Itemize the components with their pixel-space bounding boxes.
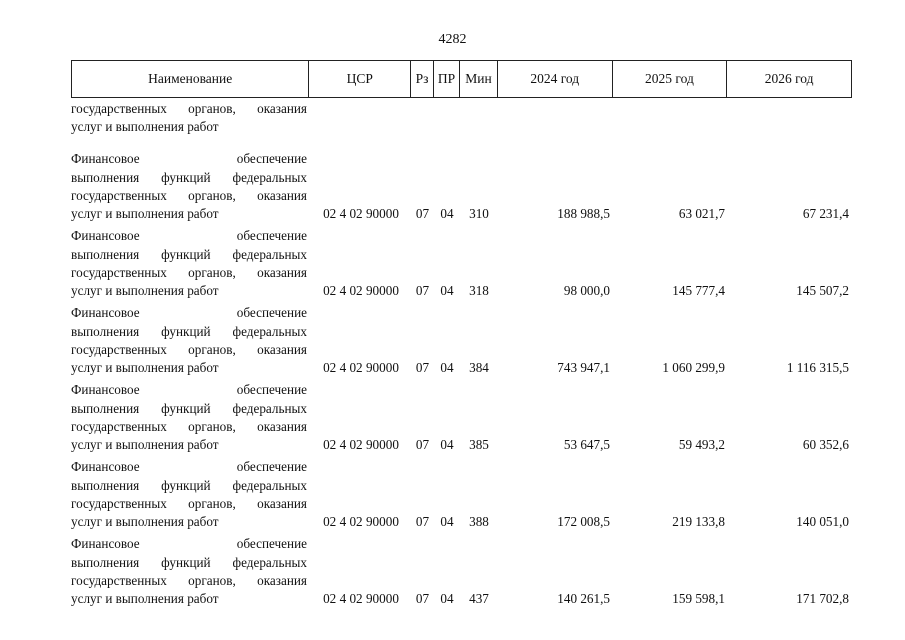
cell-rz: 07 [415,206,430,222]
page-number: 4282 [438,32,467,47]
header-min: Мин [460,61,498,97]
cell-2024: 140 261,5 [557,591,610,607]
table-row [71,381,852,454]
cell-min: 385 [469,437,489,453]
row-name [71,100,307,136]
row-name-line: услуг и выполнения работ [71,514,219,530]
row-values [71,513,852,531]
cell-2025: 159 598,1 [672,591,725,607]
cell-csr: 02 4 02 90000 [323,360,399,376]
cell-min: 310 [469,206,489,222]
header-pr: ПР [434,61,460,97]
cell-csr: 02 4 02 90000 [323,283,399,299]
cell-2024: 172 008,5 [557,514,610,530]
cell-rz: 07 [415,514,430,530]
row-values [71,359,852,377]
cell-pr: 04 [440,283,454,299]
row-name-line: услуг и выполнения работ [71,591,219,607]
table-body [71,100,852,612]
row-name-line: Финансовое обеспечение [71,536,307,552]
row-name-line: услуг и выполнения работ [71,283,219,299]
cell-csr: 02 4 02 90000 [323,591,399,607]
row-name-line: государственных органов, оказания [71,101,307,116]
cell-2024: 188 988,5 [557,206,610,222]
row-name-line: услуг и выполнения работ [71,360,219,376]
cell-csr: 02 4 02 90000 [323,437,399,453]
cell-min: 388 [469,514,489,530]
row-name-line: Финансовое обеспечение [71,228,307,244]
row-name-line: государственных органов, оказания [71,341,307,357]
row-name-line: услуг и выполнения работ [71,437,219,453]
cell-pr: 04 [440,206,454,222]
cell-2026: 1 116 315,5 [786,360,849,376]
row-name-line: Финансовое обеспечение [71,151,307,167]
cell-2025: 1 060 299,9 [662,360,725,376]
header-name: Наименование [72,61,309,97]
cell-2026: 171 702,8 [796,591,849,607]
row-name-line: государственных органов, оказания [71,418,307,434]
row-name-line: выполнения функций федеральных [71,477,307,493]
row-values [71,436,852,454]
cell-rz: 07 [415,360,430,376]
header-2025: 2025 год [613,61,728,97]
row-values [71,590,852,608]
table-row [71,458,852,531]
row-name-line: государственных органов, оказания [71,495,307,511]
cell-2024: 98 000,0 [563,283,610,299]
table-row [71,535,852,608]
header-2024: 2024 год [498,61,613,97]
cell-rz: 07 [415,591,430,607]
cell-2025: 63 021,7 [678,206,725,222]
header-csr: ЦСР [309,61,411,97]
row-name-line: государственных органов, оказания [71,264,307,280]
table-header [71,60,852,98]
cell-2024: 53 647,5 [563,437,610,453]
row-name-line: выполнения функций федеральных [71,169,307,185]
cell-pr: 04 [440,591,454,607]
row-name-line: Финансовое обеспечение [71,305,307,321]
cell-pr: 04 [440,360,454,376]
cell-csr: 02 4 02 90000 [323,514,399,530]
row-name-line: услуг и выполнения работ [71,206,219,222]
row-name-line: Финансовое обеспечение [71,382,307,398]
cell-2025: 59 493,2 [678,437,725,453]
row-name-line: выполнения функций федеральных [71,554,307,570]
cell-2026: 140 051,0 [796,514,849,530]
table-row-continuation [71,100,852,136]
cell-2025: 145 777,4 [672,283,725,299]
cell-rz: 07 [415,283,430,299]
cell-2026: 145 507,2 [796,283,849,299]
table-row [71,150,852,223]
cell-csr: 02 4 02 90000 [323,206,399,222]
row-name-line: выполнения функций федеральных [71,400,307,416]
cell-min: 437 [469,591,489,607]
cell-rz: 07 [415,437,430,453]
cell-2025: 219 133,8 [672,514,725,530]
cell-pr: 04 [440,514,454,530]
cell-2026: 67 231,4 [802,206,849,222]
row-name-line: государственных органов, оказания [71,572,307,588]
row-name-line: государственных органов, оказания [71,187,307,203]
row-name-line: Финансовое обеспечение [71,459,307,475]
header-2026: 2026 год [764,71,814,86]
row-name-line: выполнения функций федеральных [71,246,307,262]
row-values [71,282,852,300]
row-name-line: услуг и выполнения работ [71,119,219,135]
cell-2026: 60 352,6 [802,437,849,453]
row-name-line: выполнения функций федеральных [71,323,307,339]
cell-2024: 743 947,1 [557,360,610,376]
row-values [71,205,852,223]
cell-min: 318 [469,283,489,299]
cell-min: 384 [469,360,489,376]
table-row [71,227,852,300]
header-rz: Рз [411,61,434,97]
cell-pr: 04 [440,437,454,453]
table-row [71,304,852,377]
